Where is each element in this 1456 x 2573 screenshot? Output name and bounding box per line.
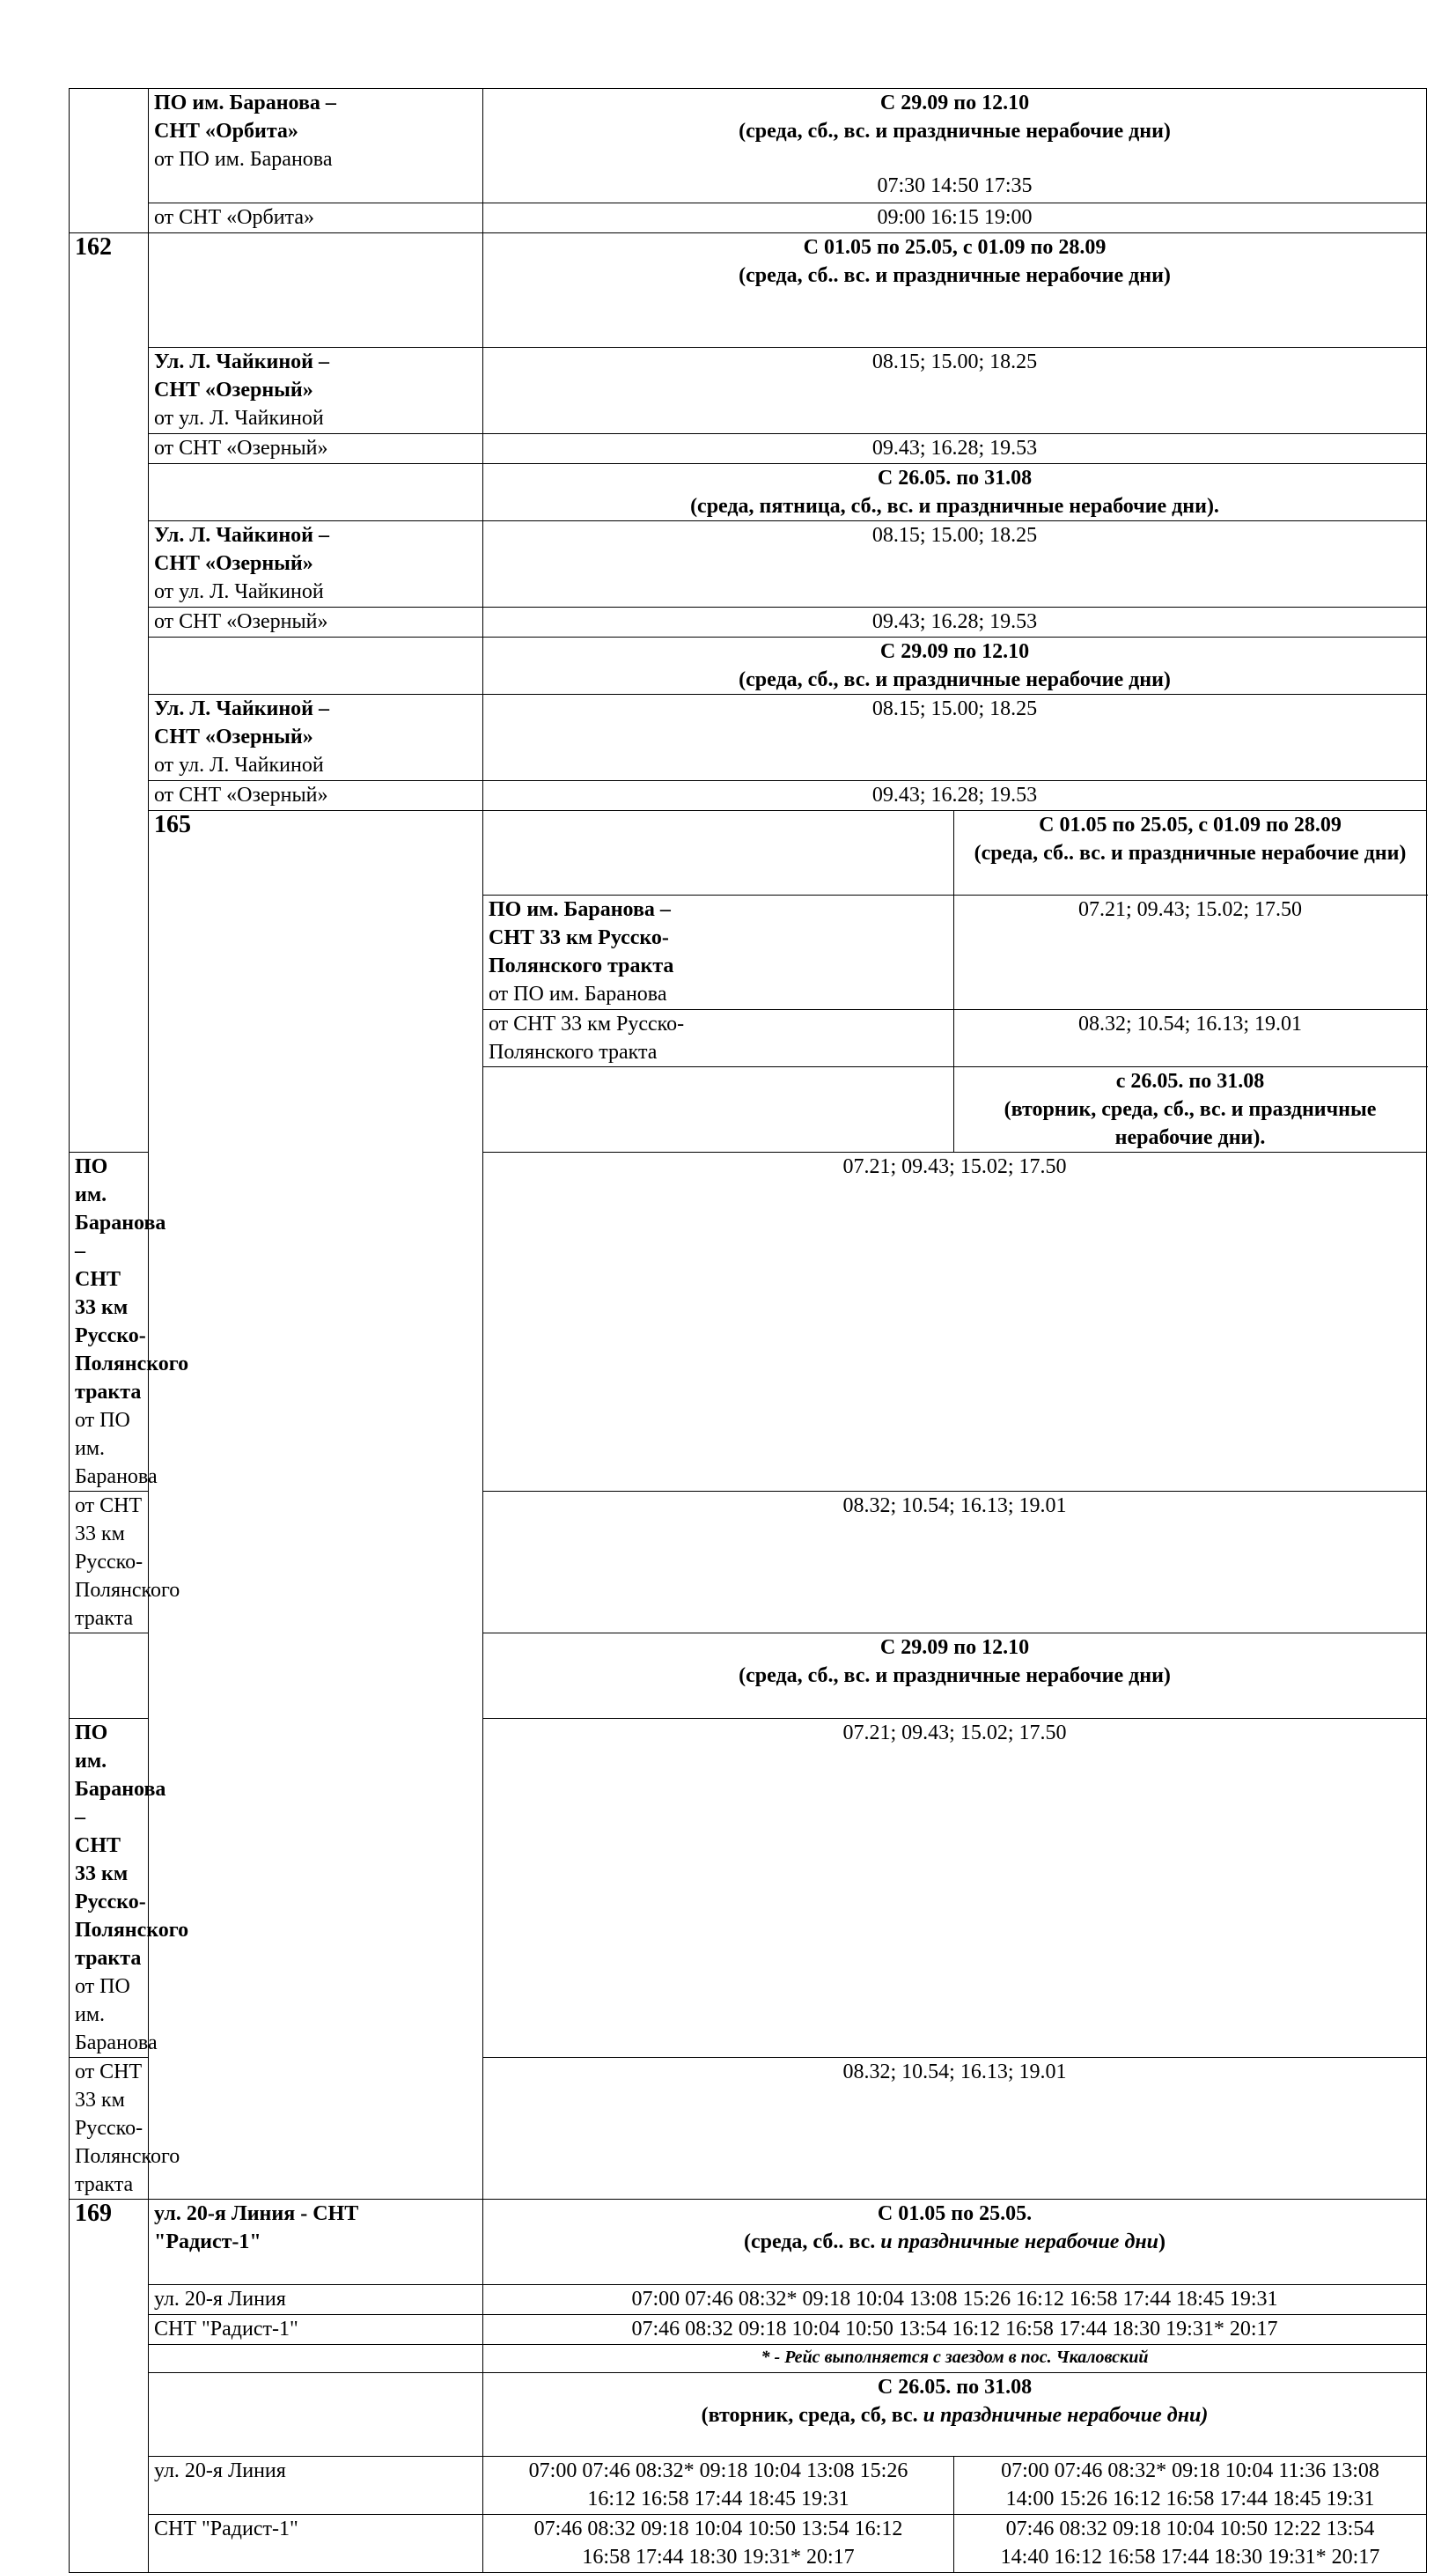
period-cell: [483, 2373, 1427, 2457]
departure-times-left: [483, 2515, 954, 2573]
table-row: [70, 464, 1427, 521]
route-number: 169: [70, 2200, 149, 2573]
departure-times: 09.43; 16.28; 19.53: [483, 608, 1427, 638]
route-title-line: Полянского тракта: [75, 1919, 189, 1970]
route-title-line: СНТ «Орбита»: [154, 120, 298, 143]
direction-label: от СНТ 33 км Русско-: [489, 1013, 685, 1036]
route-number: 165: [149, 811, 483, 2200]
days-heading: [489, 2228, 1421, 2256]
direction-cell: [70, 1492, 180, 1633]
direction-label: от ПО им. Баранова: [489, 983, 667, 1006]
days-heading: (вторник, среда, сб., вс. и праздничные нерабочие дни).: [1004, 1098, 1377, 1149]
period-heading: С 01.05 по 25.05, с 01.09 по 28.09: [1039, 814, 1342, 837]
direction-label: Полянского тракта: [489, 1041, 658, 1064]
empty-cell: [149, 2373, 483, 2457]
days-heading: [489, 2401, 1421, 2429]
route-title-line: СНТ 33 км Русско-: [75, 1834, 146, 1913]
period-cell: [954, 811, 1427, 896]
table-row: [70, 348, 1427, 434]
footnote: * - Рейс выполняется с заездом в пос. Чкаловский: [483, 2345, 1427, 2373]
route-number: 162: [70, 233, 149, 1153]
table-row: [70, 434, 1427, 464]
days-close: ): [1158, 2230, 1166, 2253]
table-row: [70, 608, 1427, 638]
route-title-line: СНТ 33 км Русско-: [75, 1268, 146, 1347]
days-italic: и праздничные нерабочие дни: [880, 2230, 1159, 2253]
days-heading: (среда, сб., вс. и праздничные нерабочие дни): [739, 120, 1171, 143]
empty-cell: [483, 1067, 954, 1153]
route-title-line: СНТ «Озерный»: [154, 726, 313, 748]
route-cell: [149, 521, 483, 608]
empty-cell: [149, 464, 483, 521]
times-line: 07:00 07:46 08:32* 09:18 10:04 11:36 13:08: [1001, 2459, 1379, 2482]
route-number: [70, 89, 149, 233]
direction-label: от СНТ «Орбита»: [149, 203, 483, 233]
days-heading: (среда, пятница, сб., вс. и праздничные нерабочие дни).: [690, 495, 1219, 518]
table-row: [70, 2200, 1427, 2285]
route-cell: [70, 1153, 189, 1492]
stop-label: СНТ "Радист-1": [149, 2315, 483, 2345]
times-line: 07:00 07:46 08:32* 09:18 10:04 13:08 15:26: [528, 2459, 908, 2482]
times-line: 16:12 16:58 17:44 18:45 19:31: [587, 2488, 849, 2510]
table-row: [70, 2345, 1427, 2373]
route-cell: [149, 695, 483, 781]
route-title-line: Полянского тракта: [75, 1353, 189, 1404]
route-cell: [149, 2200, 483, 2285]
days-plain: (среда, сб.. вс.: [743, 2230, 876, 2253]
table-row: [70, 2285, 1427, 2315]
period-cell: [483, 638, 1427, 695]
table-row: [70, 811, 1427, 896]
empty-cell: [149, 233, 483, 348]
table-row: [70, 781, 1427, 811]
direction-label: Полянского тракта: [75, 2145, 180, 2196]
departure-times-left: [483, 2457, 954, 2515]
direction-label: от ул. Л. Чайкиной: [154, 580, 324, 603]
departure-times: 08.15; 15.00; 18.25: [483, 521, 1427, 608]
direction-label: от СНТ 33 км Русско-: [75, 2061, 143, 2140]
route-title-line: СНТ «Озерный»: [154, 552, 313, 575]
days-heading: (среда, сб., вс. и праздничные нерабочие дни): [739, 1664, 1171, 1687]
departure-times: 08.15; 15.00; 18.25: [483, 695, 1427, 781]
departure-times: 08.32; 10.54; 16.13; 19.01: [483, 2058, 1427, 2200]
direction-label: от СНТ 33 км Русско-: [75, 1494, 143, 1574]
route-title-line: СНТ «Озерный»: [154, 379, 313, 402]
times-line: 16:58 17:44 18:30 19:31* 20:17: [582, 2546, 855, 2569]
route-cell: [149, 89, 483, 203]
route-title-line: ПО им. Баранова –: [489, 898, 671, 921]
direction-label: от СНТ «Озерный»: [149, 608, 483, 638]
route-title-line: ПО им. Баранова –: [75, 1721, 166, 1829]
days-italic: и праздничные нерабочие дни): [923, 2404, 1209, 2427]
period-heading: С 26.05. по 31.08: [877, 2376, 1033, 2399]
route-title-line: ул. 20-я Линия - СНТ: [154, 2202, 359, 2225]
empty-cell: [149, 2345, 483, 2373]
table-row: [70, 2373, 1427, 2457]
departure-times: 07.21; 09.43; 15.02; 17.50: [483, 1719, 1427, 2058]
table-row: [70, 638, 1427, 695]
days-heading: (среда, сб., вс. и праздничные нерабочие дни): [739, 668, 1171, 691]
direction-label: от ул. Л. Чайкиной: [154, 407, 324, 430]
route-title-line: Ул. Л. Чайкиной –: [154, 697, 330, 720]
table-row: [70, 233, 1427, 348]
empty-cell: [70, 1633, 149, 1719]
stop-label: ул. 20-я Линия: [149, 2285, 483, 2315]
period-heading: С 26.05. по 31.08: [877, 467, 1033, 490]
empty-cell: [149, 638, 483, 695]
direction-label: от ПО им. Баранова: [154, 148, 333, 171]
period-heading: С 01.05 по 25.05.: [877, 2202, 1033, 2225]
period-heading: С 29.09 по 12.10: [879, 640, 1030, 663]
period-heading: С 01.05 по 25.05, с 01.09 по 28.09: [803, 236, 1107, 259]
period-cell: [483, 1633, 1427, 1719]
schedule-cell: [483, 89, 1427, 203]
table-row: [70, 521, 1427, 608]
departure-times: 07.21; 09.43; 15.02; 17.50: [954, 896, 1427, 1010]
departure-times: 07:00 07:46 08:32* 09:18 10:04 13:08 15:26 16:12 16:58 17:44 18:45 19:31: [483, 2285, 1427, 2315]
route-title-line: СНТ 33 км Русско-: [489, 926, 669, 949]
departure-times: 07.21; 09.43; 15.02; 17.50: [483, 1153, 1427, 1492]
stop-label: СНТ "Радист-1": [149, 2515, 483, 2573]
table-row: [70, 2457, 1427, 2515]
days-plain: (вторник, среда, сб, вс.: [701, 2404, 918, 2427]
departure-times: 07:30 14:50 17:35: [877, 174, 1033, 197]
direction-label: от СНТ «Озерный»: [149, 781, 483, 811]
times-line: 07:46 08:32 09:18 10:04 10:50 12:22 13:54: [1005, 2518, 1375, 2540]
departure-times: 09:00 16:15 19:00: [483, 203, 1427, 233]
direction-label: от ПО им. Баранова: [75, 1975, 158, 2054]
direction-label: от ул. Л. Чайкиной: [154, 754, 324, 777]
table-row: [70, 2515, 1427, 2573]
departure-times: 09.43; 16.28; 19.53: [483, 781, 1427, 811]
route-cell: [70, 1719, 189, 2058]
route-title-line: Полянского тракта: [489, 955, 674, 977]
departure-times-right: [954, 2457, 1427, 2515]
direction-label: Полянского тракта: [75, 1579, 180, 1630]
route-title-line: Ул. Л. Чайкиной –: [154, 524, 330, 547]
table-row: [70, 695, 1427, 781]
route-title-line: "Радист-1": [154, 2230, 261, 2253]
route-cell: [149, 348, 483, 434]
departure-times-right: [954, 2515, 1427, 2573]
days-heading: (среда, сб.. вс. и праздничные нерабочие дни): [739, 264, 1171, 287]
route-cell: [483, 896, 954, 1010]
route-title-line: Ул. Л. Чайкиной –: [154, 350, 330, 373]
period-cell: [483, 464, 1427, 521]
times-line: 07:46 08:32 09:18 10:04 10:50 13:54 16:12: [533, 2518, 903, 2540]
departure-times: 07:46 08:32 09:18 10:04 10:50 13:54 16:12 16:58 17:44 18:30 19:31* 20:17: [483, 2315, 1427, 2345]
direction-cell: [483, 1010, 954, 1067]
departure-times: 09.43; 16.28; 19.53: [483, 434, 1427, 464]
stop-label: ул. 20-я Линия: [149, 2457, 483, 2515]
direction-label: от ПО им. Баранова: [75, 1409, 158, 1488]
departure-times: 08.32; 10.54; 16.13; 19.01: [483, 1492, 1427, 1633]
period-cell: [954, 1067, 1427, 1153]
route-title-line: ПО им. Баранова –: [154, 92, 336, 114]
period-cell: [483, 233, 1427, 348]
period-heading: с 26.05. по 31.08: [1115, 1070, 1265, 1093]
direction-cell: [70, 2058, 180, 2200]
times-line: 14:00 15:26 16:12 16:58 17:44 18:45 19:31: [1005, 2488, 1375, 2510]
days-heading: (среда, сб.. вс. и праздничные нерабочие дни): [974, 842, 1407, 865]
times-line: 14:40 16:12 16:58 17:44 18:30 19:31* 20:17: [1000, 2546, 1380, 2569]
table-row: [70, 2315, 1427, 2345]
period-heading: С 29.09 по 12.10: [879, 92, 1030, 114]
empty-cell: [483, 811, 954, 896]
departure-times: 08.15; 15.00; 18.25: [483, 348, 1427, 434]
direction-label: от СНТ «Озерный»: [149, 434, 483, 464]
schedule-table: [69, 88, 1427, 2573]
period-cell: [483, 2200, 1427, 2285]
departure-times: 08.32; 10.54; 16.13; 19.01: [954, 1010, 1427, 1067]
table-row: [70, 89, 1427, 203]
period-heading: С 29.09 по 12.10: [879, 1636, 1030, 1659]
route-title-line: ПО им. Баранова –: [75, 1155, 166, 1263]
table-row: [70, 203, 1427, 233]
